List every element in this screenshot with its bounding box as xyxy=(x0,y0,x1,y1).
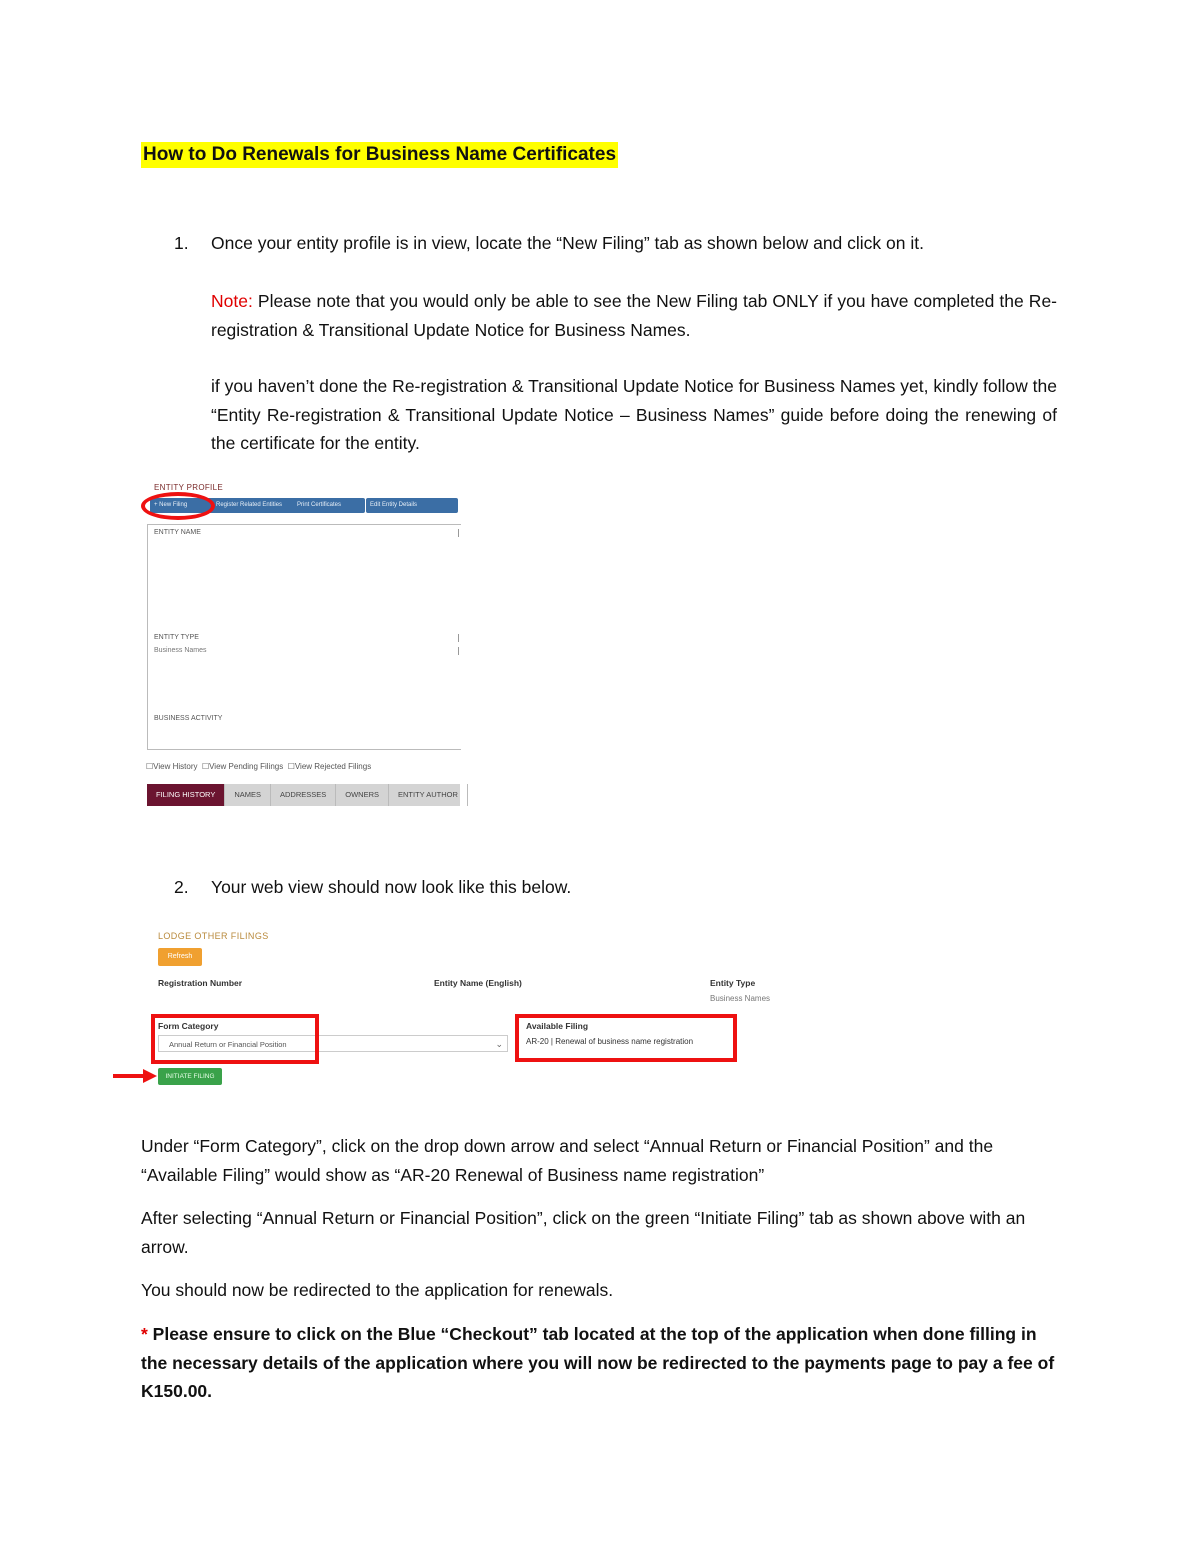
initiate-filing-button[interactable]: INITIATE FILING xyxy=(158,1068,222,1085)
view-pending-checkbox[interactable]: ☐View Pending Filings xyxy=(201,762,284,771)
tab-names[interactable]: NAMES xyxy=(225,784,271,806)
edit-entity-button[interactable]: Edit Entity Details xyxy=(366,498,458,513)
step-1-note xyxy=(211,287,1057,344)
refresh-button[interactable]: Refresh xyxy=(158,948,202,966)
register-related-button[interactable]: Register Related Entities xyxy=(212,498,298,513)
chevron-down-icon[interactable]: ⌄ xyxy=(495,1039,503,1049)
lodge-filings-heading: LODGE OTHER FILINGS xyxy=(158,931,269,941)
entity-profile-screenshot xyxy=(144,478,460,810)
panel-marker xyxy=(458,529,459,537)
available-filing-label: Available Filing xyxy=(526,1021,589,1031)
entity-profile-heading: ENTITY PROFILE xyxy=(154,483,223,492)
step-2-text: Your web view should now look like this below. xyxy=(211,877,572,897)
form-category-value: Annual Return or Financial Position xyxy=(169,1040,287,1049)
new-filing-button[interactable]: + New Filing xyxy=(150,498,216,513)
note-label: Note: xyxy=(211,291,253,311)
asterisk: * xyxy=(141,1324,148,1344)
entity-type-label: Entity Type xyxy=(710,978,756,988)
step-1-followup: if you haven’t done the Re-registration & Transitional Update Notice for Business Names yet, kindly follow the “Entity Re-registration & Transitional Update Notice – Business Names” guide before doing the renewing of the certificate for the entity. xyxy=(211,376,1057,453)
entity-name-label: ENTITY NAME xyxy=(154,529,201,536)
tab-owners[interactable]: OWNERS xyxy=(336,784,389,806)
document-title: How to Do Renewals for Business Name Certificates xyxy=(141,142,618,168)
registration-number-label: Registration Number xyxy=(158,978,243,988)
step-1-number: 1. xyxy=(174,233,189,253)
available-filing-highlight-box xyxy=(515,1014,737,1062)
checkout-note-text: Please ensure to click on the Blue “Checkout” tab located at the top of the application when done filling in the necessary details of the application where you will now be redirected to the payments page to pay a fee of K150.00. xyxy=(141,1324,1055,1401)
view-rejected-checkbox[interactable]: ☐View Rejected Filings xyxy=(287,762,372,771)
arrow-right-icon xyxy=(113,1069,157,1083)
tab-filing-history[interactable]: FILING HISTORY xyxy=(147,784,225,806)
lodge-filings-screenshot xyxy=(150,925,790,1095)
print-certificates-button[interactable]: Print Certificates xyxy=(293,498,365,513)
tab-entity-author[interactable]: ENTITY AUTHOR xyxy=(389,784,468,806)
form-category-label: Form Category xyxy=(158,1021,219,1031)
entity-type-label: ENTITY TYPE xyxy=(154,634,199,641)
available-filing-value: AR-20 | Renewal of business name registration xyxy=(526,1037,694,1046)
step-2-number: 2. xyxy=(174,877,189,897)
note-text: Please note that you would only be able to see the New Filing tab ONLY if you have completed the Re-registration & Transitional Update Notice for Business Names. xyxy=(211,291,1057,340)
panel-marker xyxy=(458,647,459,655)
entity-tabs xyxy=(147,784,460,806)
entity-name-label: Entity Name (English) xyxy=(434,978,522,988)
entity-details-panel xyxy=(147,524,461,750)
form-category-instructions: Under “Form Category”, click on the drop down arrow and select “Annual Return or Financial Position” and the “Available Filing” would show as “AR-20 Renewal of Business name registration” xyxy=(141,1136,994,1185)
tab-addresses[interactable]: ADDRESSES xyxy=(271,784,336,806)
history-checkboxes xyxy=(146,762,371,771)
redirect-instructions: You should now be redirected to the application for renewals. xyxy=(141,1280,614,1300)
checkout-note xyxy=(141,1320,1056,1406)
after-selecting-instructions: After selecting “Annual Return or Financial Position”, click on the green “Initiate Filing” tab as shown above with an arrow. xyxy=(141,1208,1026,1257)
view-history-checkbox[interactable]: ☐View History xyxy=(146,762,198,771)
panel-marker xyxy=(458,634,459,642)
step-1-text: Once your entity profile is in view, locate the “New Filing” tab as shown below and click on it. xyxy=(211,233,924,253)
new-filing-highlight-circle xyxy=(141,492,215,520)
entity-type-value: Business Names xyxy=(154,647,207,654)
form-category-highlight-box xyxy=(151,1014,319,1064)
business-activity-label: BUSINESS ACTIVITY xyxy=(154,715,223,722)
entity-type-value: Business Names xyxy=(710,994,771,1003)
